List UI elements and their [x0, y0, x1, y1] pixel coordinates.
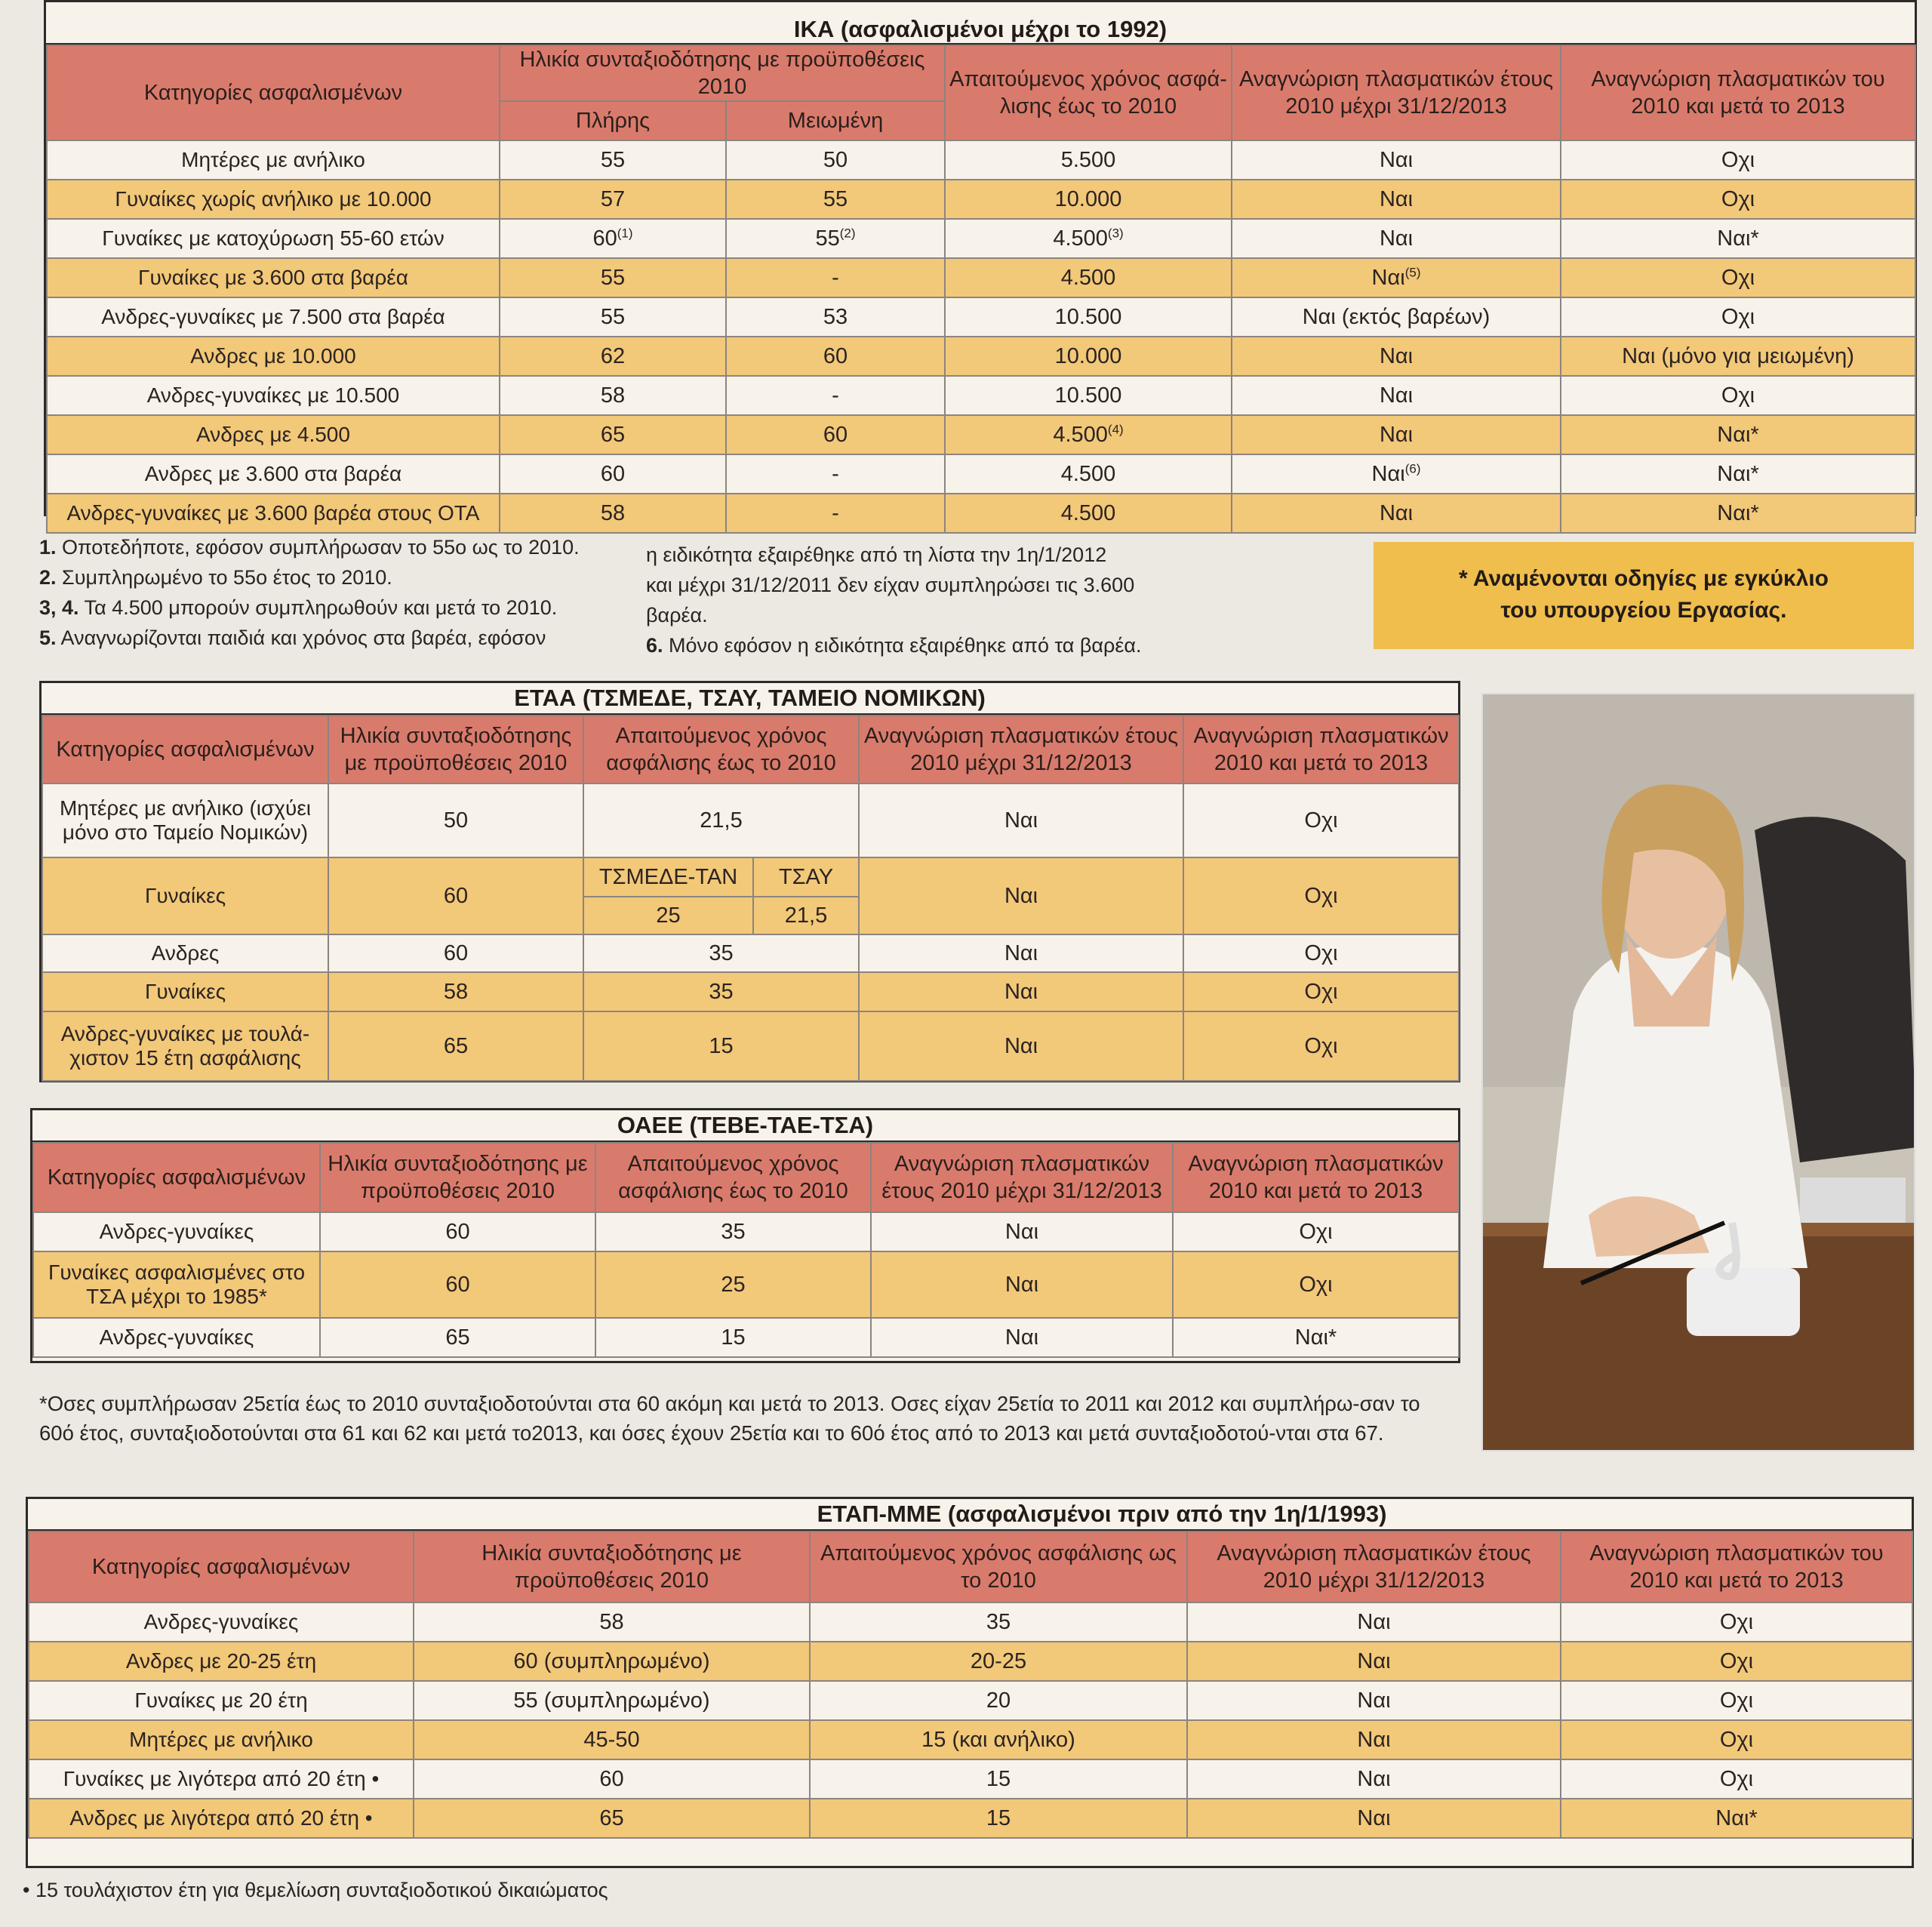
ika-cell-recog-until-value: Ναι	[1379, 500, 1414, 525]
ika-cell-category: Ανδρες με 4.500	[47, 415, 500, 454]
oaee-table	[32, 1142, 1460, 1358]
ika-cell-required-value: 10.500	[1054, 304, 1122, 329]
ika-cell-full	[500, 494, 726, 533]
table-row	[42, 972, 1459, 1011]
ika-cell-recog-until	[1232, 258, 1561, 297]
ika-cell-recog-until	[1232, 415, 1561, 454]
footnote-marker: (6)	[1404, 460, 1421, 476]
ika-cell-required	[945, 258, 1232, 297]
ika-cell-recog-after: Ναι*	[1561, 415, 1915, 454]
ika-cell-required	[945, 337, 1232, 376]
etaa-cell-sub-value: 21,5	[753, 897, 859, 934]
etap-cell-recog-until: Ναι	[1187, 1720, 1561, 1759]
etaa-cell-required: 15	[583, 1011, 859, 1081]
callout-box	[1374, 542, 1914, 649]
table-row	[29, 1720, 1912, 1759]
ika-title: ΙΚΑ (ασφαλισμένοι μέχρι το 1992)	[46, 2, 1915, 45]
table-row	[42, 783, 1459, 857]
etaa-header-recog-after: Αναγνώριση πλασματικών 2010 και μετά το 2013	[1183, 716, 1459, 783]
etaa-cell-category: Ανδρες	[42, 934, 328, 972]
ika-cell-recog-after: Ναι (μόνο για μειωμένη)	[1561, 337, 1915, 376]
oaee-header-recog-until: Αναγνώριση πλασματικών έτους 2010 μέχρι 31/12/2013	[871, 1143, 1173, 1212]
ika-cell-reduced-value: -	[832, 265, 839, 290]
etaa-cell-age: 60	[328, 934, 583, 972]
etap-cell-required: 15	[810, 1759, 1187, 1799]
etap-cell-recog-after: Οχι	[1561, 1681, 1912, 1720]
etaa-cell-recog-after: Οχι	[1183, 934, 1459, 972]
table-row	[29, 1602, 1912, 1642]
ika-cell-recog-after: Οχι	[1561, 376, 1915, 415]
oaee-cell-age: 60	[320, 1251, 595, 1318]
etaa-cell-age: 65	[328, 1011, 583, 1081]
etaa-cell-required: 35	[583, 972, 859, 1011]
table-row	[47, 180, 1915, 219]
etap-cell-recog-after: Οχι	[1561, 1642, 1912, 1681]
ika-note: και μέχρι 31/12/2011 δεν είχαν συμπληρώσει τις 3.600	[646, 574, 1135, 596]
ika-cell-reduced-value: 50	[823, 147, 848, 172]
etaa-cell-required: 21,5	[583, 783, 859, 857]
table-row	[42, 1011, 1459, 1081]
ika-cell-full-value: 60	[600, 461, 626, 486]
ika-cell-required-value: 10.000	[1054, 343, 1122, 368]
oaee-cell-recog-until: Ναι	[871, 1212, 1173, 1251]
oaee-cell-required: 25	[595, 1251, 871, 1318]
ika-cell-recog-after: Ναι*	[1561, 219, 1915, 258]
table-row	[47, 415, 1915, 454]
etap-footnote: • 15 τουλάχιστον έτη για θεμελίωση συνταξιοδοτικού δικαιώματος	[23, 1879, 608, 1901]
ika-cell-reduced	[726, 297, 945, 337]
ika-cell-reduced	[726, 376, 945, 415]
etaa-header-recog-until: Αναγνώριση πλασματικών έτους 2010 μέχρι 31/12/2013	[859, 716, 1183, 783]
ika-table-block	[44, 0, 1917, 525]
etaa-cell-age: 58	[328, 972, 583, 1011]
etaa-cell-recog-after: Οχι	[1183, 857, 1459, 934]
etaa-cell-sub-label: ΤΣΑΥ	[753, 857, 859, 897]
etap-cell-recog-after: Οχι	[1561, 1759, 1912, 1799]
oaee-cell-age: 60	[320, 1212, 595, 1251]
ika-cell-required	[945, 454, 1232, 494]
etap-cell-recog-until: Ναι	[1187, 1642, 1561, 1681]
table-row	[47, 454, 1915, 494]
etaa-cell-recog-until: Ναι	[859, 972, 1183, 1011]
etap-table-block	[26, 1497, 1914, 1868]
ika-header-required: Απαιτούμενος χρόνος ασφά-λισης έως το 2010	[945, 45, 1232, 140]
etap-cell-category: Γυναίκες με 20 έτη	[29, 1681, 414, 1720]
etap-cell-recog-after: Ναι*	[1561, 1799, 1912, 1838]
etaa-cell-recog-after: Οχι	[1183, 1011, 1459, 1081]
etap-cell-recog-until: Ναι	[1187, 1799, 1561, 1838]
ika-header-category: Κατηγορίες ασφαλισμένων	[47, 45, 500, 140]
etap-table	[28, 1531, 1913, 1839]
ika-cell-required	[945, 376, 1232, 415]
etap-title: ΕΤΑΠ-ΜΜΕ (ασφαλισμένοι πριν από την 1η/1/1993)	[28, 1499, 1912, 1531]
oaee-header-category: Κατηγορίες ασφαλισμένων	[33, 1143, 320, 1212]
etap-cell-recog-after: Οχι	[1561, 1602, 1912, 1642]
oaee-header-age: Ηλικία συνταξιοδότησης με προϋποθέσεις 2010	[320, 1143, 595, 1212]
etaa-header-age: Ηλικία συνταξιοδότησης με προϋποθέσεις 2010	[328, 716, 583, 783]
etaa-cell-recog-until: Ναι	[859, 934, 1183, 972]
oaee-cell-recog-after: Οχι	[1173, 1251, 1459, 1318]
etap-cell-age: 60	[414, 1759, 810, 1799]
oaee-cell-recog-after: Ναι*	[1173, 1318, 1459, 1357]
table-row	[29, 1759, 1912, 1799]
etap-cell-required: 20	[810, 1681, 1187, 1720]
ika-cell-category: Γυναίκες χωρίς ανήλικο με 10.000	[47, 180, 500, 219]
ika-cell-full	[500, 297, 726, 337]
ika-cell-recog-until-value: Ναι	[1371, 265, 1405, 290]
etap-cell-age: 55 (συμπληρωμένο)	[414, 1681, 810, 1720]
ika-cell-reduced-value: -	[832, 383, 839, 408]
ika-note: 5. Αναγνωρίζονται παιδιά και χρόνος στα βαρέα, εφόσον	[39, 626, 546, 649]
ika-cell-full-value: 55	[600, 147, 626, 172]
ika-cell-recog-until-value: Ναι	[1379, 422, 1414, 447]
ika-header-recog-after: Αναγνώριση πλασματικών του 2010 και μετά το 2013	[1561, 45, 1915, 140]
ika-cell-recog-until-value: Ναι	[1379, 147, 1414, 172]
oaee-cell-category: Γυναίκες ασφαλισμένες στο ΤΣΑ μέχρι το 1985*	[33, 1251, 320, 1318]
ika-cell-category: Ανδρες με 10.000	[47, 337, 500, 376]
table-row	[42, 934, 1459, 972]
ika-cell-reduced	[726, 219, 945, 258]
etap-cell-age: 60 (συμπληρωμένο)	[414, 1642, 810, 1681]
etaa-cell-category: Γυναίκες	[42, 857, 328, 934]
ika-cell-full	[500, 415, 726, 454]
etaa-cell-age: 60	[328, 857, 583, 934]
ika-cell-category: Ανδρες με 3.600 στα βαρέα	[47, 454, 500, 494]
etaa-cell-category: Μητέρες με ανήλικο (ισχύει μόνο στο Ταμείο Νομικών)	[42, 783, 328, 857]
etap-cell-category: Ανδρες με 20-25 έτη	[29, 1642, 414, 1681]
ika-note: 3, 4. Τα 4.500 μπορούν συμπληρωθούν και μετά το 2010.	[39, 596, 558, 619]
footnote-marker: (3)	[1107, 225, 1124, 240]
ika-cell-full	[500, 258, 726, 297]
table-row	[33, 1212, 1459, 1251]
ika-cell-full-value: 55	[600, 304, 626, 329]
ika-cell-recog-after: Οχι	[1561, 180, 1915, 219]
ika-cell-full-value: 58	[600, 383, 626, 408]
etap-cell-recog-until: Ναι	[1187, 1681, 1561, 1720]
etaa-cell-required: 35	[583, 934, 859, 972]
ika-note: η ειδικότητα εξαιρέθηκε από τη λίστα την 1η/1/2012	[646, 543, 1107, 566]
oaee-cell-required: 35	[595, 1212, 871, 1251]
oaee-cell-age: 65	[320, 1318, 595, 1357]
etaa-cell-category: Ανδρες-γυναίκες με τουλά-χιστον 15 έτη ασφάλισης	[42, 1011, 328, 1081]
ika-cell-required-value: 5.500	[1060, 147, 1116, 172]
etaa-cell-sub-value: 25	[583, 897, 753, 934]
ika-cell-full	[500, 140, 726, 180]
ika-cell-reduced	[726, 180, 945, 219]
etap-cell-category: Μητέρες με ανήλικο	[29, 1720, 414, 1759]
ika-cell-required	[945, 494, 1232, 533]
etaa-header-category: Κατηγορίες ασφαλισμένων	[42, 716, 328, 783]
etaa-table-block	[39, 681, 1460, 1082]
oaee-table-block	[30, 1108, 1460, 1363]
ika-note: 1. Οποτεδήποτε, εφόσον συμπλήρωσαν το 55ο ως το 2010.	[39, 536, 580, 559]
table-row	[42, 857, 1459, 897]
etaa-cell-category: Γυναίκες	[42, 972, 328, 1011]
office-woman-photo	[1481, 693, 1915, 1451]
etaa-table	[42, 715, 1460, 1082]
office-woman-illustration	[1483, 694, 1915, 1451]
oaee-cell-required: 15	[595, 1318, 871, 1357]
etap-header-required: Απαιτούμενος χρόνος ασφάλισης ως το 2010	[810, 1531, 1187, 1602]
ika-cell-full	[500, 219, 726, 258]
etaa-cell-recog-until: Ναι	[859, 783, 1183, 857]
etap-header-recog-after: Αναγνώριση πλασματικών του 2010 και μετά το 2013	[1561, 1531, 1912, 1602]
etaa-cell-recog-until: Ναι	[859, 857, 1183, 934]
ika-cell-recog-until	[1232, 219, 1561, 258]
ika-cell-required-value: 4.500	[1060, 461, 1116, 486]
oaee-title: ΟΑΕΕ (ΤΕΒΕ-ΤΑΕ-ΤΣΑ)	[32, 1110, 1458, 1142]
ika-cell-recog-until	[1232, 376, 1561, 415]
ika-cell-required-value: 4.500	[1060, 265, 1116, 290]
ika-cell-recog-after: Ναι*	[1561, 494, 1915, 533]
table-row	[47, 297, 1915, 337]
ika-cell-reduced-value: -	[832, 461, 839, 486]
ika-cell-full-value: 65	[600, 422, 626, 447]
etap-cell-recog-after: Οχι	[1561, 1720, 1912, 1759]
ika-header-full: Πλήρης	[500, 101, 726, 140]
etap-cell-age: 58	[414, 1602, 810, 1642]
footnote-marker: (1)	[617, 225, 633, 240]
footnote-marker: (5)	[1404, 264, 1421, 279]
table-row	[47, 494, 1915, 533]
ika-cell-recog-until	[1232, 140, 1561, 180]
ika-cell-full	[500, 180, 726, 219]
etap-cell-recog-until: Ναι	[1187, 1602, 1561, 1642]
ika-note: 2. Συμπληρωμένο το 55ο έτος το 2010.	[39, 566, 392, 589]
ika-cell-required-value: 4.500	[1053, 226, 1108, 251]
ika-cell-reduced-value: 53	[823, 304, 848, 329]
callout-line: * Αναμένονται οδηγίες με εγκύκλιο	[1459, 566, 1829, 591]
oaee-footnote: *Οσες συμπλήρωσαν 25ετία έως το 2010 συνταξιοδοτούνται στα 60 ακόμη και μετά το 2013. Οσες είχαν 25ετία το 2011 και 2012 και συμπλήρω-σαν το 60ό έτος, συνταξιοδοτούνται στα 61 και 62 και μετά το2013, και όσες έχουν 25ετία και το 60ό έτος από το 2013 και μετά συνταξιοδοτού-νται στα 67.	[39, 1392, 1420, 1445]
etaa-header-required: Απαιτούμενος χρόνος ασφάλισης έως το 2010	[583, 716, 859, 783]
ika-cell-recog-until-value: Ναι	[1379, 383, 1414, 408]
table-row	[47, 140, 1915, 180]
ika-cell-recog-after: Οχι	[1561, 297, 1915, 337]
footnote-marker: (4)	[1107, 421, 1124, 436]
etap-cell-category: Γυναίκες με λιγότερα από 20 έτη •	[29, 1759, 414, 1799]
etaa-cell-recog-until: Ναι	[859, 1011, 1183, 1081]
ika-cell-reduced-value: 55	[815, 226, 840, 251]
ika-cell-recog-after: Οχι	[1561, 258, 1915, 297]
etaa-cell-recog-after: Οχι	[1183, 783, 1459, 857]
ika-cell-recog-until	[1232, 337, 1561, 376]
etaa-title: ΕΤΑΑ (ΤΣΜΕΔΕ, ΤΣΑΥ, ΤΑΜΕΙΟ ΝΟΜΙΚΩΝ)	[42, 683, 1458, 715]
etap-header-recog-until: Αναγνώριση πλασματικών έτους 2010 μέχρι 31/12/2013	[1187, 1531, 1561, 1602]
ika-cell-reduced-value: -	[832, 500, 839, 525]
ika-cell-reduced	[726, 454, 945, 494]
ika-header-recog-until: Αναγνώριση πλασματικών έτους 2010 μέχρι 31/12/2013	[1232, 45, 1561, 140]
ika-cell-required-value: 10.500	[1054, 383, 1122, 408]
table-row	[47, 376, 1915, 415]
ika-cell-full	[500, 376, 726, 415]
ika-cell-reduced	[726, 415, 945, 454]
etap-cell-category: Ανδρες με λιγότερα από 20 έτη •	[29, 1799, 414, 1838]
ika-cell-category: Ανδρες-γυναίκες με 7.500 στα βαρέα	[47, 297, 500, 337]
callout-line: του υπουργείου Εργασίας.	[1500, 598, 1787, 623]
ika-cell-recog-until-value: Ναι	[1379, 226, 1414, 251]
ika-cell-full-value: 62	[600, 343, 626, 368]
oaee-cell-category: Ανδρες-γυναίκες	[33, 1212, 320, 1251]
ika-note: βαρέα.	[646, 604, 708, 626]
ika-cell-reduced-value: 60	[823, 343, 848, 368]
ika-cell-reduced	[726, 494, 945, 533]
ika-cell-required	[945, 415, 1232, 454]
ika-cell-required	[945, 140, 1232, 180]
etap-header-category: Κατηγορίες ασφαλισμένων	[29, 1531, 414, 1602]
oaee-cell-category: Ανδρες-γυναίκες	[33, 1318, 320, 1357]
ika-cell-full	[500, 454, 726, 494]
ika-cell-recog-until	[1232, 180, 1561, 219]
ika-cell-recog-until-value: Ναι (εκτός βαρέων)	[1302, 304, 1491, 329]
ika-notes-right	[646, 540, 1280, 660]
ika-cell-recog-after: Ναι*	[1561, 454, 1915, 494]
ika-cell-reduced-value: 55	[823, 186, 848, 211]
ika-cell-recog-until	[1232, 454, 1561, 494]
ika-cell-full-value: 55	[600, 265, 626, 290]
ika-cell-full-value: 58	[600, 500, 626, 525]
oaee-header-recog-after: Αναγνώριση πλασματικών 2010 και μετά το 2013	[1173, 1143, 1459, 1212]
ika-cell-category: Μητέρες με ανήλικο	[47, 140, 500, 180]
ika-cell-required-value: 10.000	[1054, 186, 1122, 211]
ika-cell-category: Ανδρες-γυναίκες με 3.600 βαρέα στους ΟΤΑ	[47, 494, 500, 533]
ika-cell-recog-until-value: Ναι	[1379, 343, 1414, 368]
table-row	[33, 1251, 1459, 1318]
oaee-cell-recog-until: Ναι	[871, 1318, 1173, 1357]
ika-cell-required	[945, 219, 1232, 258]
ika-header-reduced: Μειωμένη	[726, 101, 945, 140]
ika-cell-reduced	[726, 337, 945, 376]
ika-cell-recog-until	[1232, 297, 1561, 337]
etap-cell-required: 35	[810, 1602, 1187, 1642]
ika-cell-category: Γυναίκες με 3.600 στα βαρέα	[47, 258, 500, 297]
ika-notes-left	[39, 532, 643, 653]
ika-header-age: Ηλικία συνταξιοδότησης με προϋποθέσεις 2010	[500, 45, 945, 101]
oaee-header-required: Απαιτούμενος χρόνος ασφάλισης έως το 2010	[595, 1143, 871, 1212]
etap-cell-category: Ανδρες-γυναίκες	[29, 1602, 414, 1642]
ika-cell-required	[945, 297, 1232, 337]
etap-cell-required: 15	[810, 1799, 1187, 1838]
ika-cell-required	[945, 180, 1232, 219]
table-row	[33, 1318, 1459, 1357]
footnote-marker: (2)	[839, 225, 856, 240]
ika-note: 6. Μόνο εφόσον η ειδικότητα εξαιρέθηκε από τα βαρέα.	[646, 634, 1142, 657]
etaa-cell-age: 50	[328, 783, 583, 857]
ika-cell-reduced	[726, 258, 945, 297]
ika-cell-category: Γυναίκες με κατοχύρωση 55-60 ετών	[47, 219, 500, 258]
etap-cell-age: 65	[414, 1799, 810, 1838]
table-row	[29, 1799, 1912, 1838]
table-row	[29, 1642, 1912, 1681]
table-row	[47, 258, 1915, 297]
ika-cell-reduced-value: 60	[823, 422, 848, 447]
ika-cell-full-value: 60	[592, 226, 617, 251]
table-row	[29, 1681, 1912, 1720]
ika-cell-recog-until-value: Ναι	[1379, 186, 1414, 211]
etaa-cell-recog-after: Οχι	[1183, 972, 1459, 1011]
oaee-cell-recog-after: Οχι	[1173, 1212, 1459, 1251]
etap-cell-recog-until: Ναι	[1187, 1759, 1561, 1799]
etaa-cell-sub-label: ΤΣΜΕΔΕ-ΤΑΝ	[583, 857, 753, 897]
etap-header-age: Ηλικία συνταξιοδότησης με προϋποθέσεις 2010	[414, 1531, 810, 1602]
ika-cell-recog-until	[1232, 494, 1561, 533]
table-row	[47, 219, 1915, 258]
etap-cell-required: 15 (και ανήλικο)	[810, 1720, 1187, 1759]
etap-cell-age: 45-50	[414, 1720, 810, 1759]
etap-cell-required: 20-25	[810, 1642, 1187, 1681]
ika-table	[46, 45, 1916, 534]
ika-cell-full	[500, 337, 726, 376]
ika-cell-required-value: 4.500	[1060, 500, 1116, 525]
ika-cell-recog-until-value: Ναι	[1371, 461, 1405, 486]
oaee-cell-recog-until: Ναι	[871, 1251, 1173, 1318]
ika-cell-full-value: 57	[600, 186, 626, 211]
ika-cell-category: Ανδρες-γυναίκες με 10.500	[47, 376, 500, 415]
ika-cell-reduced	[726, 140, 945, 180]
ika-cell-recog-after: Οχι	[1561, 140, 1915, 180]
table-row	[47, 337, 1915, 376]
ika-cell-required-value: 4.500	[1053, 422, 1108, 447]
